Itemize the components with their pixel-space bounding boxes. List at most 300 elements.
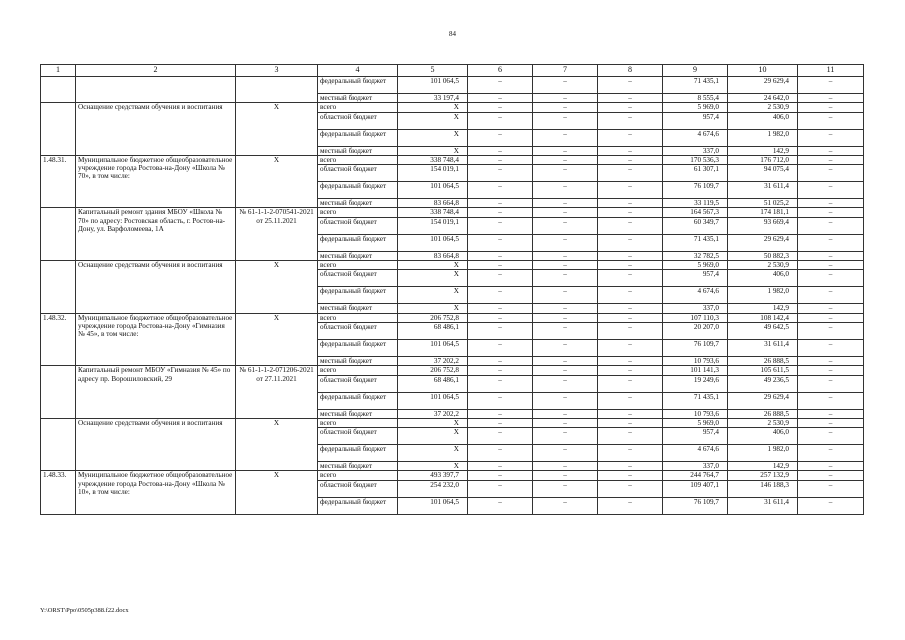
dash-cell: – (798, 497, 864, 514)
budget-type: всего (318, 471, 398, 480)
amount-cell: 83 664,8 (398, 199, 468, 208)
item-title: Муниципальное бюджетное общеобразовательное учреждение города Ростова-на-Дону «Гимназия № 45», в том числе: (76, 313, 236, 366)
dash-cell: – (598, 129, 663, 146)
amount-cell: 68 486,1 (398, 375, 468, 392)
amount-cell: 93 669,4 (728, 217, 798, 234)
dash-cell: – (798, 155, 864, 164)
amount-cell: 170 536,3 (663, 155, 728, 164)
budget-type: местный бюджет (318, 409, 398, 418)
dash-cell: – (598, 313, 663, 322)
row-number: 1.48.32. (41, 313, 76, 366)
budget-type: федеральный бюджет (318, 339, 398, 356)
dash-cell: – (533, 234, 598, 251)
budget-type: федеральный бюджет (318, 392, 398, 409)
row-number (41, 208, 76, 261)
amount-cell: 26 888,5 (728, 356, 798, 365)
amount-cell: 2 530,9 (728, 261, 798, 270)
dash-cell: – (468, 339, 533, 356)
dash-cell: – (798, 208, 864, 217)
amount-cell: 4 674,6 (663, 287, 728, 304)
dash-cell: – (468, 234, 533, 251)
amount-cell: 4 674,6 (663, 129, 728, 146)
dash-cell: – (468, 471, 533, 480)
dash-cell: – (468, 261, 533, 270)
dash-cell: – (598, 471, 663, 480)
item-title: Оснащение средствами обучения и воспитания (76, 418, 236, 471)
dash-cell: – (533, 366, 598, 375)
amount-cell: 10 793,6 (663, 409, 728, 418)
dash-cell: – (798, 287, 864, 304)
dash-cell: – (598, 182, 663, 199)
amount-cell: Х (398, 287, 468, 304)
dash-cell: – (468, 208, 533, 217)
amount-cell: 257 132,9 (728, 471, 798, 480)
dash-cell: – (468, 165, 533, 182)
row-number (41, 103, 76, 156)
item-reference: Х (236, 418, 318, 471)
dash-cell: – (533, 94, 598, 103)
dash-cell: – (798, 261, 864, 270)
dash-cell: – (798, 375, 864, 392)
budget-type: всего (318, 366, 398, 375)
budget-type: всего (318, 103, 398, 112)
amount-cell: Х (398, 270, 468, 287)
dash-cell: – (598, 165, 663, 182)
dash-cell: – (598, 445, 663, 462)
dash-cell: – (468, 366, 533, 375)
amount-cell: 101 141,3 (663, 366, 728, 375)
col-header: 8 (598, 65, 663, 77)
col-header: 4 (318, 65, 398, 77)
amount-cell: 337,0 (663, 146, 728, 155)
amount-cell: 83 664,8 (398, 251, 468, 260)
dash-cell: – (598, 366, 663, 375)
dash-cell: – (598, 103, 663, 112)
dash-cell: – (798, 313, 864, 322)
dash-cell: – (533, 261, 598, 270)
amount-cell: Х (398, 103, 468, 112)
dash-cell: – (468, 304, 533, 313)
dash-cell: – (798, 304, 864, 313)
amount-cell: 10 793,6 (663, 356, 728, 365)
col-header: 2 (76, 65, 236, 77)
item-reference: Х (236, 261, 318, 314)
item-reference: № 61-1-1-2-070541-2021 от 25.11.2021 (236, 208, 318, 261)
amount-cell: 5 969,0 (663, 103, 728, 112)
dash-cell: – (533, 155, 598, 164)
amount-cell: 206 752,8 (398, 313, 468, 322)
dash-cell: – (468, 77, 533, 94)
col-header: 11 (798, 65, 864, 77)
dash-cell: – (598, 146, 663, 155)
amount-cell: 957,4 (663, 270, 728, 287)
dash-cell: – (798, 392, 864, 409)
amount-cell: 19 249,6 (663, 375, 728, 392)
dash-cell: – (798, 418, 864, 427)
item-title: Капитальный ремонт МБОУ «Гимназия № 45» по адресу пр. Ворошиловский, 29 (76, 366, 236, 419)
budget-type: федеральный бюджет (318, 497, 398, 514)
budget-type: федеральный бюджет (318, 234, 398, 251)
amount-cell: Х (398, 146, 468, 155)
amount-cell: 24 642,0 (728, 94, 798, 103)
amount-cell: 4 674,6 (663, 445, 728, 462)
budget-type: всего (318, 313, 398, 322)
budget-type: всего (318, 155, 398, 164)
amount-cell: Х (398, 428, 468, 445)
amount-cell: 206 752,8 (398, 366, 468, 375)
row-number (41, 77, 76, 103)
item-title: Капитальный ремонт здания МБОУ «Школа № 70» по адресу: Ростовская область, г. Ростов-на-Дону, ул. Варфоломеева, 1А (76, 208, 236, 261)
col-header: 9 (663, 65, 728, 77)
dash-cell: – (798, 480, 864, 497)
dash-cell: – (468, 497, 533, 514)
dash-cell: – (598, 304, 663, 313)
dash-cell: – (598, 375, 663, 392)
col-header: 10 (728, 65, 798, 77)
amount-cell: Х (398, 462, 468, 471)
budget-type: местный бюджет (318, 462, 398, 471)
dash-cell: – (533, 480, 598, 497)
amount-cell: 32 782,5 (663, 251, 728, 260)
amount-cell: 94 075,4 (728, 165, 798, 182)
dash-cell: – (598, 261, 663, 270)
amount-cell: 68 486,1 (398, 322, 468, 339)
dash-cell: – (468, 94, 533, 103)
amount-cell: 146 188,3 (728, 480, 798, 497)
amount-cell: 5 969,0 (663, 418, 728, 427)
amount-cell: 50 882,3 (728, 251, 798, 260)
dash-cell: – (468, 392, 533, 409)
amount-cell: 5 969,0 (663, 261, 728, 270)
amount-cell: Х (398, 304, 468, 313)
amount-cell: 164 567,3 (663, 208, 728, 217)
dash-cell: – (598, 270, 663, 287)
item-title: Оснащение средствами обучения и воспитания (76, 103, 236, 156)
amount-cell: 142,9 (728, 146, 798, 155)
amount-cell: 154 019,1 (398, 217, 468, 234)
amount-cell: Х (398, 445, 468, 462)
dash-cell: – (598, 112, 663, 129)
budget-type: местный бюджет (318, 146, 398, 155)
dash-cell: – (798, 165, 864, 182)
amount-cell: 109 407,1 (663, 480, 728, 497)
budget-type: областной бюджет (318, 480, 398, 497)
dash-cell: – (468, 155, 533, 164)
dash-cell: – (798, 471, 864, 480)
row-number (41, 418, 76, 471)
dash-cell: – (468, 146, 533, 155)
table-row (41, 471, 864, 480)
dash-cell: – (798, 445, 864, 462)
budget-type: областной бюджет (318, 165, 398, 182)
dash-cell: – (533, 304, 598, 313)
item-reference: № 61-1-1-2-071206-2021 от 27.11.2021 (236, 366, 318, 419)
dash-cell: – (468, 103, 533, 112)
budget-table (40, 64, 864, 515)
table-row (41, 261, 864, 270)
budget-type: федеральный бюджет (318, 77, 398, 94)
amount-cell: 101 064,5 (398, 182, 468, 199)
budget-type: областной бюджет (318, 217, 398, 234)
budget-type: всего (318, 208, 398, 217)
amount-cell: 71 435,1 (663, 234, 728, 251)
dash-cell: – (598, 418, 663, 427)
dash-cell: – (798, 146, 864, 155)
budget-type: местный бюджет (318, 94, 398, 103)
dash-cell: – (533, 208, 598, 217)
dash-cell: – (468, 270, 533, 287)
amount-cell: 101 064,5 (398, 77, 468, 94)
amount-cell: 71 435,1 (663, 77, 728, 94)
dash-cell: – (533, 251, 598, 260)
dash-cell: – (598, 497, 663, 514)
amount-cell: 406,0 (728, 270, 798, 287)
dash-cell: – (533, 270, 598, 287)
dash-cell: – (468, 375, 533, 392)
dash-cell: – (533, 375, 598, 392)
dash-cell: – (598, 251, 663, 260)
dash-cell: – (533, 112, 598, 129)
amount-cell: 1 982,0 (728, 445, 798, 462)
amount-cell: 957,4 (663, 112, 728, 129)
row-number: 1.48.33. (41, 471, 76, 514)
dash-cell: – (468, 129, 533, 146)
dash-cell: – (798, 409, 864, 418)
dash-cell: – (598, 480, 663, 497)
item-title (76, 77, 236, 103)
item-reference: Х (236, 471, 318, 514)
dash-cell: – (798, 77, 864, 94)
amount-cell: 101 064,5 (398, 497, 468, 514)
amount-cell: 1 982,0 (728, 129, 798, 146)
dash-cell: – (533, 445, 598, 462)
dash-cell: – (798, 94, 864, 103)
item-reference: Х (236, 103, 318, 156)
dash-cell: – (533, 409, 598, 418)
amount-cell: 176 712,0 (728, 155, 798, 164)
dash-cell: – (598, 392, 663, 409)
dash-cell: – (798, 182, 864, 199)
dash-cell: – (598, 356, 663, 365)
row-number: 1.48.31. (41, 155, 76, 208)
amount-cell: 49 642,5 (728, 322, 798, 339)
amount-cell: 76 109,7 (663, 182, 728, 199)
dash-cell: – (798, 270, 864, 287)
amount-cell: 154 019,1 (398, 165, 468, 182)
amount-cell: 33 119,5 (663, 199, 728, 208)
dash-cell: – (598, 428, 663, 445)
dash-cell: – (598, 234, 663, 251)
table-row (41, 155, 864, 164)
dash-cell: – (533, 322, 598, 339)
amount-cell: 2 530,9 (728, 418, 798, 427)
dash-cell: – (533, 392, 598, 409)
amount-cell: 142,9 (728, 304, 798, 313)
amount-cell: 337,0 (663, 462, 728, 471)
dash-cell: – (598, 199, 663, 208)
budget-type: местный бюджет (318, 304, 398, 313)
amount-cell: 105 611,5 (728, 366, 798, 375)
amount-cell: 33 197,4 (398, 94, 468, 103)
amount-cell: 101 064,5 (398, 392, 468, 409)
amount-cell: 31 611,4 (728, 339, 798, 356)
budget-type: областной бюджет (318, 270, 398, 287)
amount-cell: 37 202,2 (398, 356, 468, 365)
budget-type: всего (318, 418, 398, 427)
dash-cell: – (598, 287, 663, 304)
amount-cell: 101 064,5 (398, 339, 468, 356)
amount-cell: 20 207,0 (663, 322, 728, 339)
dash-cell: – (798, 199, 864, 208)
budget-type: местный бюджет (318, 356, 398, 365)
dash-cell: – (798, 462, 864, 471)
amount-cell: 29 629,4 (728, 392, 798, 409)
amount-cell: 338 748,4 (398, 155, 468, 164)
amount-cell: 29 629,4 (728, 77, 798, 94)
amount-cell: 142,9 (728, 462, 798, 471)
dash-cell: – (468, 313, 533, 322)
dash-cell: – (468, 287, 533, 304)
amount-cell: 8 555,4 (663, 94, 728, 103)
budget-type: областной бюджет (318, 112, 398, 129)
dash-cell: – (798, 234, 864, 251)
dash-cell: – (798, 339, 864, 356)
amount-cell: 337,0 (663, 304, 728, 313)
dash-cell: – (533, 428, 598, 445)
amount-cell: 29 629,4 (728, 234, 798, 251)
amount-cell: 406,0 (728, 112, 798, 129)
budget-type: федеральный бюджет (318, 182, 398, 199)
dash-cell: – (798, 356, 864, 365)
dash-cell: – (598, 409, 663, 418)
amount-cell: 31 611,4 (728, 182, 798, 199)
dash-cell: – (533, 418, 598, 427)
amount-cell: 76 109,7 (663, 339, 728, 356)
dash-cell: – (468, 418, 533, 427)
item-title: Муниципальное бюджетное общеобразовательное учреждение города Ростова-на-Дону «Школа № 70», в том числе: (76, 155, 236, 208)
amount-cell: 37 202,2 (398, 409, 468, 418)
amount-cell: Х (398, 129, 468, 146)
dash-cell: – (468, 428, 533, 445)
amount-cell: 957,4 (663, 428, 728, 445)
budget-type: местный бюджет (318, 251, 398, 260)
item-reference: Х (236, 313, 318, 366)
amount-cell: 2 530,9 (728, 103, 798, 112)
table-row (41, 366, 864, 375)
table-row (41, 313, 864, 322)
amount-cell: Х (398, 261, 468, 270)
dash-cell: – (533, 462, 598, 471)
dash-cell: – (533, 356, 598, 365)
dash-cell: – (468, 480, 533, 497)
dash-cell: – (468, 445, 533, 462)
amount-cell: 49 236,5 (728, 375, 798, 392)
dash-cell: – (598, 77, 663, 94)
amount-cell: 108 142,4 (728, 313, 798, 322)
item-reference: Х (236, 155, 318, 208)
dash-cell: – (798, 129, 864, 146)
page-number: 84 (449, 30, 456, 38)
dash-cell: – (598, 322, 663, 339)
amount-cell: 31 611,4 (728, 497, 798, 514)
amount-cell: 244 764,7 (663, 471, 728, 480)
dash-cell: – (468, 251, 533, 260)
table-row (41, 418, 864, 427)
amount-cell: 107 110,3 (663, 313, 728, 322)
row-number (41, 366, 76, 419)
budget-type: всего (318, 261, 398, 270)
budget-type: местный бюджет (318, 199, 398, 208)
dash-cell: – (468, 462, 533, 471)
table-row (41, 103, 864, 112)
dash-cell: – (533, 217, 598, 234)
dash-cell: – (533, 77, 598, 94)
amount-cell: 51 025,2 (728, 199, 798, 208)
budget-type: областной бюджет (318, 322, 398, 339)
dash-cell: – (533, 339, 598, 356)
dash-cell: – (533, 471, 598, 480)
dash-cell: – (798, 103, 864, 112)
amount-cell: 101 064,5 (398, 234, 468, 251)
table-row (41, 208, 864, 217)
dash-cell: – (468, 217, 533, 234)
budget-type: областной бюджет (318, 428, 398, 445)
dash-cell: – (533, 165, 598, 182)
amount-cell: 174 181,1 (728, 208, 798, 217)
amount-cell: 76 109,7 (663, 497, 728, 514)
amount-cell: 71 435,1 (663, 392, 728, 409)
budget-type: областной бюджет (318, 375, 398, 392)
budget-type: федеральный бюджет (318, 287, 398, 304)
item-title: Муниципальное бюджетное общеобразовательное учреждение города Ростова-на-Дону «Школа № 10», в том числе: (76, 471, 236, 514)
amount-cell: 493 397,7 (398, 471, 468, 480)
table-row (41, 77, 864, 94)
dash-cell: – (533, 129, 598, 146)
dash-cell: – (798, 366, 864, 375)
item-reference (236, 77, 318, 103)
dash-cell: – (798, 217, 864, 234)
amount-cell: 338 748,4 (398, 208, 468, 217)
file-path-footer: Y:\ORST\Ppo\0505p388.f22.docx (40, 607, 129, 614)
header-row (41, 65, 864, 77)
col-header: 6 (468, 65, 533, 77)
row-number (41, 261, 76, 314)
dash-cell: – (468, 409, 533, 418)
dash-cell: – (468, 322, 533, 339)
amount-cell: Х (398, 112, 468, 129)
dash-cell: – (798, 322, 864, 339)
dash-cell: – (533, 146, 598, 155)
dash-cell: – (798, 428, 864, 445)
dash-cell: – (598, 155, 663, 164)
dash-cell: – (533, 199, 598, 208)
dash-cell: – (468, 182, 533, 199)
col-header: 1 (41, 65, 76, 77)
table-body (41, 77, 864, 515)
dash-cell: – (533, 287, 598, 304)
dash-cell: – (533, 182, 598, 199)
amount-cell: 1 982,0 (728, 287, 798, 304)
dash-cell: – (533, 103, 598, 112)
amount-cell: 406,0 (728, 428, 798, 445)
dash-cell: – (533, 497, 598, 514)
dash-cell: – (598, 94, 663, 103)
dash-cell: – (468, 112, 533, 129)
budget-type: федеральный бюджет (318, 129, 398, 146)
col-header: 5 (398, 65, 468, 77)
dash-cell: – (798, 112, 864, 129)
amount-cell: 26 888,5 (728, 409, 798, 418)
